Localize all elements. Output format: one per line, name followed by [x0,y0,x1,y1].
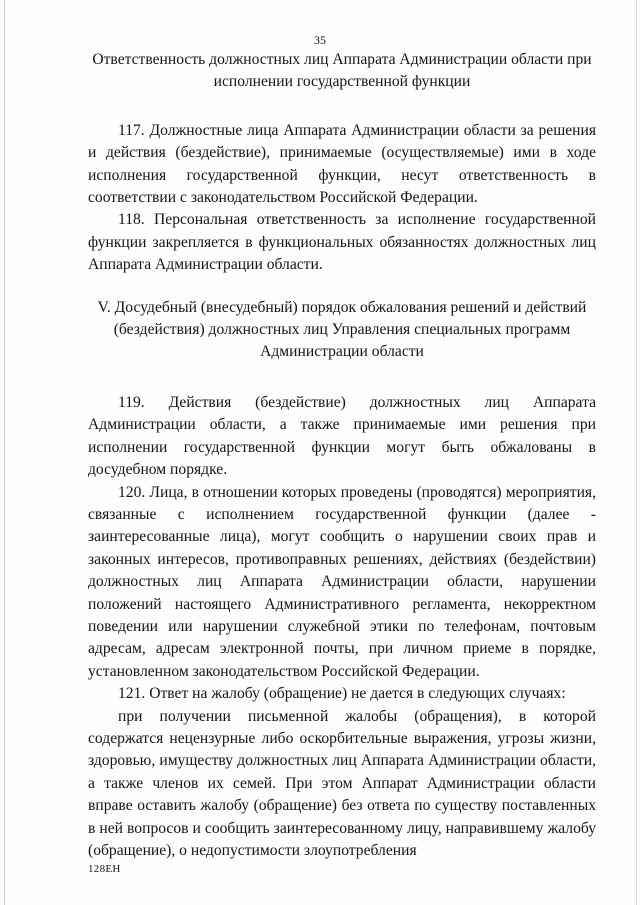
document-body [88,49,596,862]
footer-code: 128ЕН [88,863,121,875]
paragraph-117: 117. Должностные лица Аппарата Администрации области за решения и действия (бездействие), принимаемые (осуществляемые) ими в ходе исполнения государственной функции, несут ответственность в соответствии с законодательством Российской Федерации. [88,121,596,207]
paragraph-119: 119. Действия (бездействие) должностных лиц Аппарата Администрации области, а также принимаемые ими решения при исполнении государственной функции могут быть обжалованы в досудебном порядке. [88,393,596,479]
paragraph-121-case-1: при получении письменной жалобы (обращения), в которой содержатся нецензурные либо оскорбительные выражения, угрозы жизни, здоровью, имуществу должностных лиц Аппарата Администрации области, а также членов их семей. При этом Аппарат Администрации области вправе оставить жалобу (обращение) без ответа по существу поставленных в ней вопросов и сообщить заинтересованному лицу, направившему жалобу (обращение), о недопустимости злоупотребления [88,707,596,859]
section-title: Ответственность должностных лиц Аппарата Администрации области при исполнении государственной функции [92,51,592,91]
paragraph-121: 121. Ответ на жалобу (обращение) не дается в следующих случаях: [118,685,566,703]
page-number: 35 [314,33,326,47]
chapter-title: V. Досудебный (внесудебный) порядок обжалования решений и действий (бездействия) должностных лиц Управления специальных программ Администрации области [97,298,587,361]
scan-edge-right [636,0,637,905]
paragraph-120: 120. Лица, в отношении которых проведены (проводятся) мероприятия, связанные с исполнением государственной функции (далее - заинтересованные лица), могут сообщить о нарушении своих прав и законных интересов, противоправных решениях, действиях (бездействии) должностных лиц Аппарата Администрации области, нарушении положений настоящего Административного регламента, некорректном поведении или нарушении служебной этики по телефонам, почтовым адресам, адресам электронной почты, при личном приеме в порядке, установленном законодательством Российской Федерации. [88,483,596,680]
paragraph-118: 118. Персональная ответственность за исполнение государственной функции закрепляется в функциональных обязанностях должностных лиц Аппарата Администрации области. [88,211,596,274]
scan-edge-left [4,0,5,905]
